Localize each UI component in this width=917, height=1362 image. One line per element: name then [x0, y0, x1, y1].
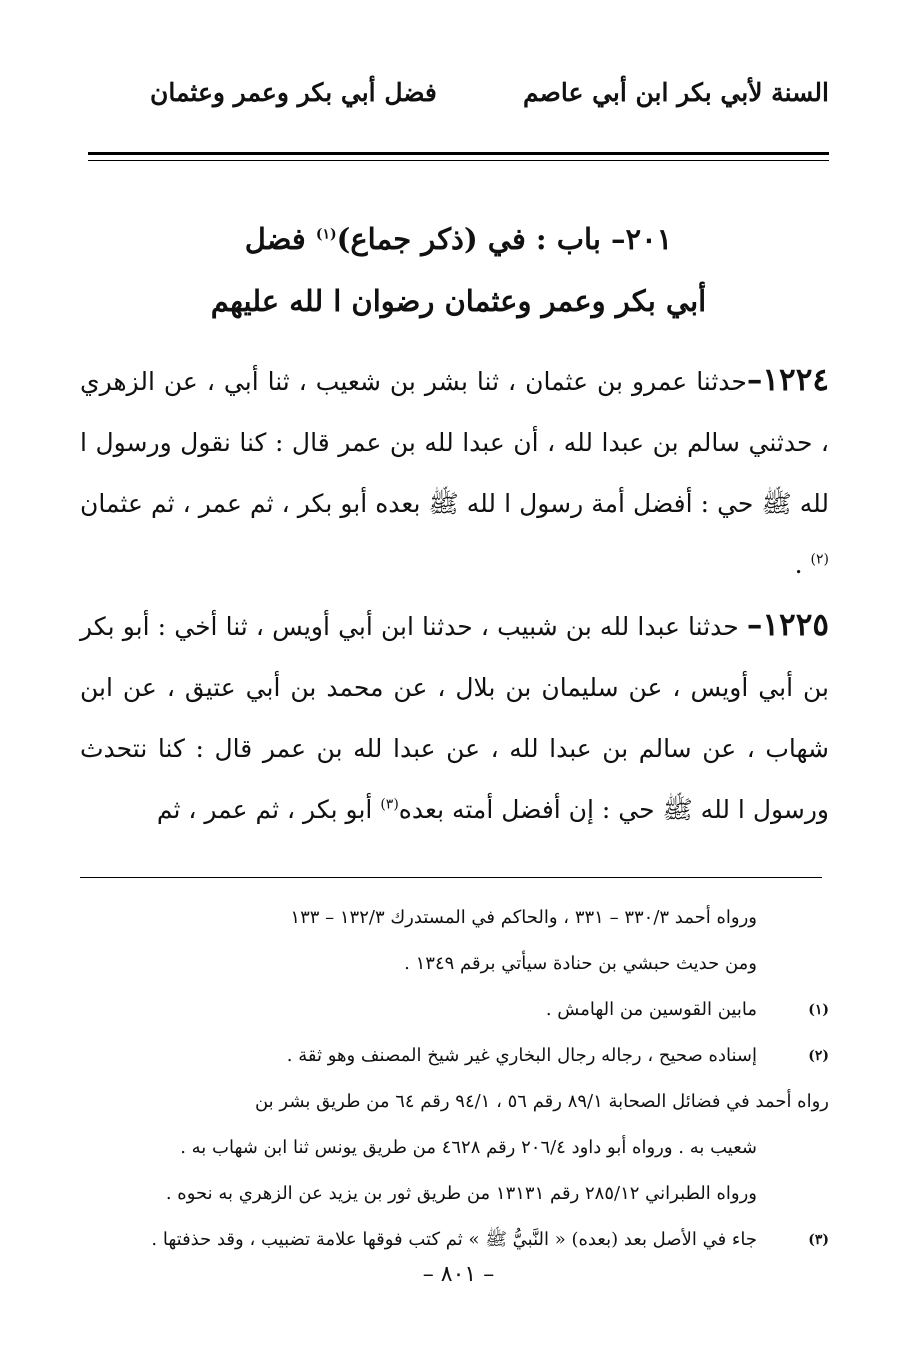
hadith-1225 — [80, 595, 829, 840]
footnote-marker: (٢) — [808, 1048, 829, 1064]
hadith-number: ١٢٢٤– — [746, 362, 829, 398]
hadith-text: حدثنا عبدا لله بن شبيب ، حدثنا ابن أبي أويس ، ثنا أخي : أبو بكر بن أبي أويس ، عن سليمان بن بلال ، عن محمد بن أبي عتيق ، عن ابن شهاب ، عن سالم بن عبدا لله ، عن عبدا لله بن عمر قال : كنا نتحدث ورسول ا لله ﷺ حي : إن أفضل أمته بعده — [80, 612, 829, 824]
footnote-ref-3: (٣) — [380, 796, 399, 813]
header-rule-thin — [88, 160, 829, 161]
header-rule-thick — [88, 152, 829, 155]
section-title-line-1 — [80, 222, 837, 256]
footnote-text: جاء في الأصل بعد (بعده) « النَّبيُّ ﷺ » ثم كتب فوقها علامة تضبيب ، وقد حذفتها . — [151, 1229, 757, 1250]
running-header-book-title: السنة لأبي بكر ابن أبي عاصم — [522, 78, 829, 107]
section-title-line-2: أبي بكر وعمر وعثمان رضوان ا لله عليهم — [210, 284, 707, 318]
footnote-2 — [80, 1033, 829, 1079]
running-header-chapter-title: فضل أبي بكر وعمر وعثمان — [150, 78, 437, 107]
section-title-main: ٢٠١– باب : في (ذكر جماع) — [336, 222, 673, 256]
footnote-continuation: ورواه أحمد ٣٣٠/٣ – ٣٣١ ، والحاكم في المستدرك ١٣٢/٣ – ١٣٣ — [290, 907, 757, 928]
footnote-text: إسناده صحيح ، رجاله رجال البخاري غير شيخ المصنف وهو ثقة . — [286, 1045, 757, 1066]
footnote-2-line: رواه أحمد في فضائل الصحابة ٨٩/١ رقم ٥٦ ، ٩٤/١ رقم ٦٤ من طريق بشر بن — [254, 1091, 829, 1112]
footnote-marker: (٣) — [808, 1232, 829, 1248]
hadith-number: ١٢٢٥– — [746, 607, 829, 643]
footnotes — [80, 895, 829, 1263]
footnote-marker: (١) — [808, 1002, 829, 1018]
footnote-separator — [80, 877, 822, 878]
footnote-1 — [80, 987, 829, 1033]
hadith-text-end: أبو بكر ، ثم عمر ، ثم — [156, 795, 381, 824]
hadith-text-end: . — [794, 550, 811, 579]
hadith-text: حدثنا عمرو بن عثمان ، ثنا بشر بن شعيب ، ثنا أبي ، عن الزهري ، حدثني سالم بن عبدا لله ، أن عبدا لله بن عمر قال : كنا نقول ورسول ا لله ﷺ حي : أفضل أمة رسول ا لله ﷺ بعده أبو بكر ، ثم عمر ، ثم عثمان — [80, 367, 829, 518]
footnote-2-line: ورواه الطبراني ٢٨٥/١٢ رقم ١٣١٣١ من طريق ثور بن يزيد عن الزهري به نحوه . — [165, 1183, 757, 1204]
footnote-text: مابين القوسين من الهامش . — [545, 999, 757, 1020]
section-title-end: فضل — [244, 222, 316, 256]
footnote-continuation: ومن حديث حبشي بن حنادة سيأتي برقم ١٣٤٩ . — [404, 953, 757, 974]
main-text — [80, 350, 829, 840]
footnote-ref-1: (١) — [315, 226, 337, 243]
footnote-3 — [80, 1217, 829, 1263]
footnote-2-line: شعيب به . ورواه أبو داود ٢٠٦/٤ رقم ٤٦٢٨ من طريق يونس ثنا ابن شهاب به . — [180, 1137, 757, 1158]
page-number: – ٨٠١ – — [422, 1262, 495, 1287]
footnote-ref-2: (٢) — [810, 551, 829, 568]
hadith-1224 — [80, 350, 829, 595]
